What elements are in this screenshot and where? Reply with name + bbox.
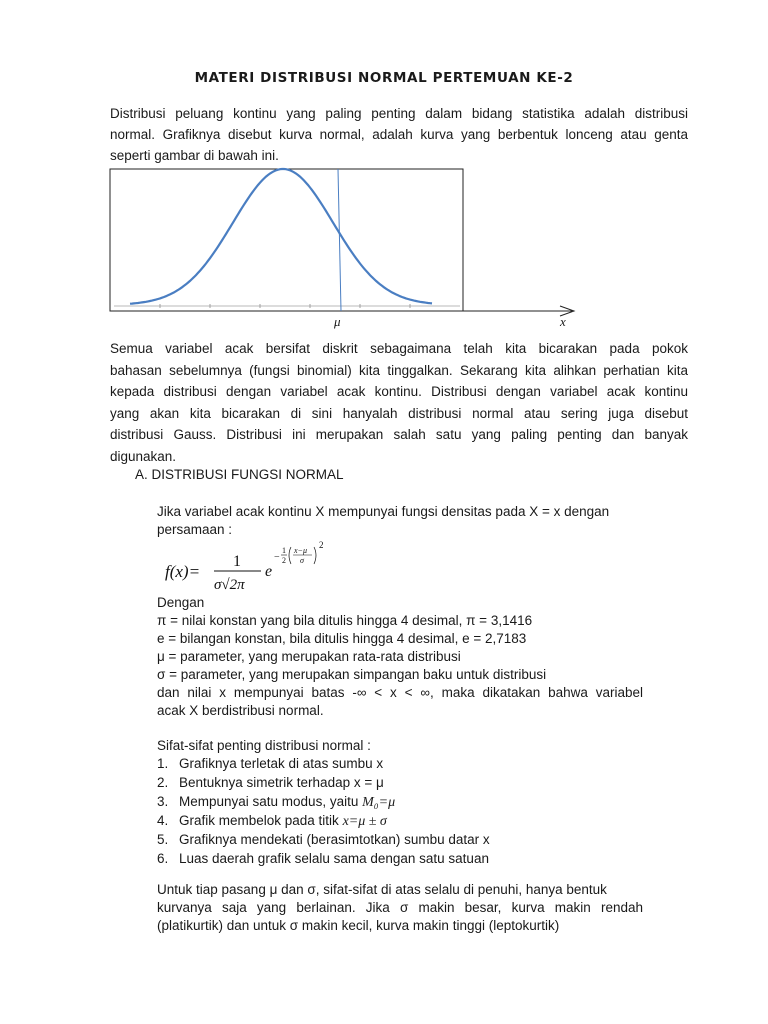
definition-line: acak X berdistribusi normal. bbox=[157, 703, 324, 718]
definition-line: e = bilangan konstan, bila ditulis hingga 4 desimal, e = 2,7183 bbox=[157, 631, 527, 646]
formula-intro-line: Jika variabel acak kontinu X mempunyai fungsi densitas pada X = x dengan bbox=[157, 504, 610, 519]
list-item: 3. Mempunyai satu modus, yaitu M₀=μ bbox=[157, 794, 396, 810]
intro-line: Distribusi peluang kontinu yang paling penting dalam bidang statistika adalah distribusi bbox=[110, 106, 688, 121]
list-item: 4. Grafik membelok pada titik x=μ ± σ bbox=[157, 813, 387, 829]
list-item: 1. Grafiknya terletak di atas sumbu x bbox=[157, 756, 384, 771]
formula-denominator: σ√2π bbox=[214, 577, 245, 593]
formula-lhs: f(x)= bbox=[165, 562, 201, 581]
para-line: yang akan kita bicarakan di sini hanyalah distribusi normal atau sering juga disebut bbox=[110, 405, 688, 421]
closing-line: (platikurtik) dan untuk σ makin kecil, kurva makin tinggi (leptokurtik) bbox=[157, 918, 560, 933]
para-line: Semua variabel acak bersifat diskrit sebagaimana telah kita bicarakan pada pokok bbox=[110, 341, 688, 356]
formula-numerator: 1 bbox=[233, 553, 241, 570]
mode-math: M₀=μ bbox=[362, 795, 396, 810]
list-item: 6. Luas daerah grafik selalu sama dengan satu satuan bbox=[157, 851, 489, 866]
inflection-math: x=μ ± σ bbox=[342, 814, 387, 829]
formula-intro bbox=[157, 503, 643, 539]
x-axis-label: x bbox=[560, 314, 566, 329]
formula-exp-frac-num: x−μ bbox=[294, 546, 307, 555]
formula-exp-neg: − bbox=[274, 552, 280, 563]
mu-axis-label: μ bbox=[334, 314, 341, 329]
intro-line-last: seperti gambar di bawah ini. bbox=[110, 148, 279, 163]
figure-frame bbox=[110, 169, 463, 311]
definitions bbox=[157, 594, 643, 720]
definition-line: dan nilai x mempunyai batas -∞ < x < ∞, maka dikatakan bahwa variabel bbox=[157, 685, 643, 700]
section-heading-a: A. DISTRIBUSI FUNGSI NORMAL bbox=[135, 467, 344, 482]
formula-exp-frac-den: σ bbox=[300, 556, 304, 565]
closing-line: Untuk tiap pasang μ dan σ, sifat-sifat di atas selalu di penuhi, hanya bentuk bbox=[157, 882, 607, 897]
properties-list bbox=[157, 754, 490, 868]
definition-line: σ = parameter, yang merupakan simpangan baku untuk distribusi bbox=[157, 667, 547, 682]
definition-line: Dengan bbox=[157, 595, 205, 610]
definition-line: π = nilai konstan yang bila ditulis hingga 4 desimal, π = 3,1416 bbox=[157, 613, 533, 628]
page-title: MATERI DISTRIBUSI NORMAL PERTEMUAN KE-2 bbox=[194, 70, 574, 86]
para-line: kepada distribusi dengan variabel acak kontinu. Distribusi dengan variabel acak kontinu bbox=[110, 384, 688, 399]
properties-heading: Sifat-sifat penting distribusi normal : bbox=[157, 738, 371, 753]
formula-base: e bbox=[265, 563, 273, 580]
normal-curve-figure bbox=[0, 0, 768, 330]
list-item: 2. Bentuknya simetrik terhadap x = μ bbox=[157, 775, 384, 790]
list-item: 5. Grafiknya mendekati (berasimtotkan) sumbu datar x bbox=[157, 832, 490, 847]
para-line-last: digunakan. bbox=[110, 448, 177, 464]
para-line: bahasan sebelumnya (fungsi binomial) kita tinggalkan. Sekarang kita alihkan perhatian kita bbox=[110, 362, 688, 378]
definition-line: μ = parameter, yang merupakan rata-rata distribusi bbox=[157, 649, 461, 664]
density-formula bbox=[165, 538, 365, 598]
formula-intro-line: persamaan : bbox=[157, 522, 233, 537]
variable-paragraph bbox=[110, 338, 688, 467]
formula-exp-power: 2 bbox=[319, 540, 324, 550]
formula-exp-half-num: 1 bbox=[282, 546, 286, 555]
closing-line: kurvanya saja yang berlainan. Jika σ makin besar, kurva makin rendah bbox=[157, 900, 643, 915]
para-line: distribusi Gauss. Distribusi ini merupakan salah satu yang paling penting dan banyak bbox=[110, 427, 688, 442]
formula-exp-half-den: 2 bbox=[282, 556, 286, 565]
intro-line: normal. Grafiknya disebut kurva normal, adalah kurva yang berbentuk lonceng atau genta bbox=[110, 127, 688, 142]
closing-paragraph bbox=[157, 881, 643, 935]
